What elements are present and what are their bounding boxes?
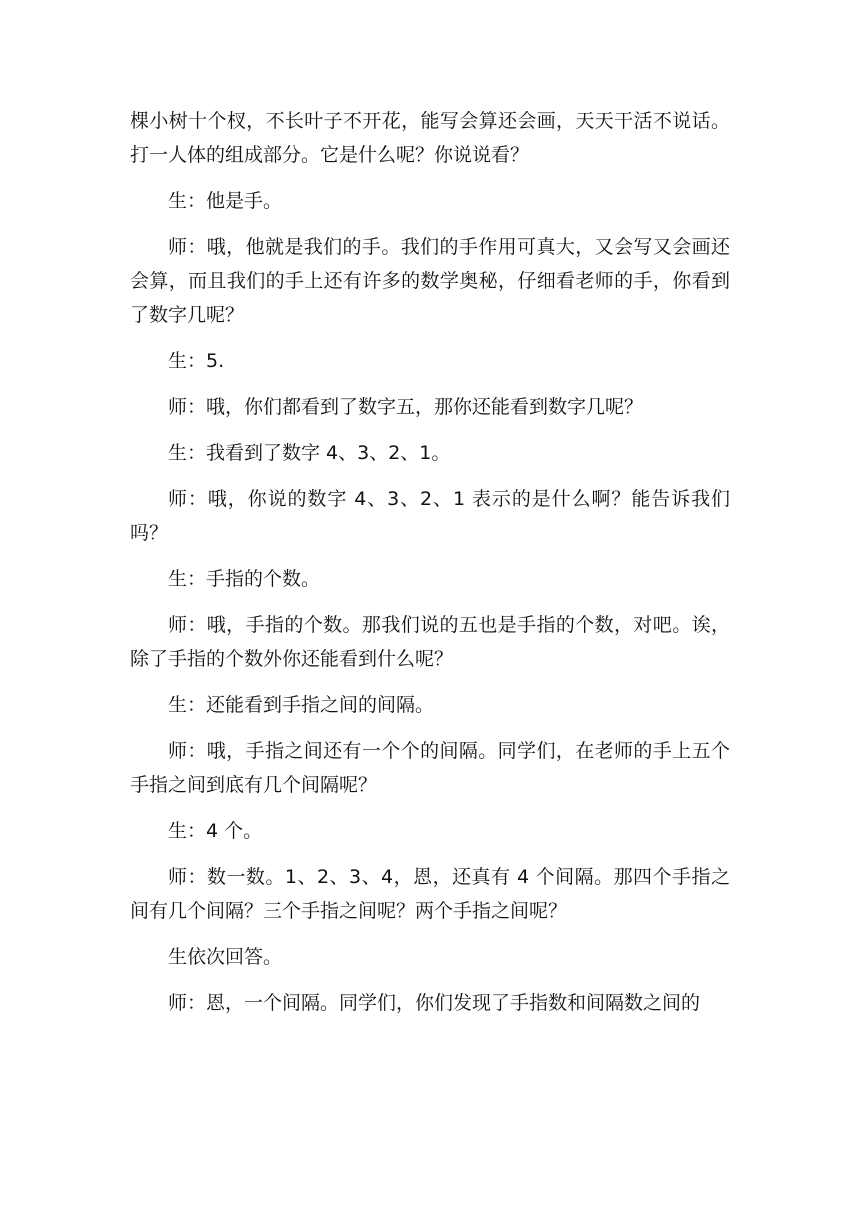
paragraph-student-answer: 生：他是手。 xyxy=(168,190,283,212)
paragraph-student-numbers: 生：我看到了数字 4、3、2、1。 xyxy=(168,442,451,464)
paragraph-teacher-fingers: 师：哦，手指的个数。那我们说的五也是手指的个数，对吧。诶，除了手指的个数外你还能看到什么呢？ xyxy=(130,614,730,670)
paragraph-student-five: 生：5. xyxy=(168,350,225,372)
paragraph-teacher-hand: 师：哦，他就是我们的手。我们的手作用可真大，又会写又会画还会算，而且我们的手上还有许多的数学奥秘，仔细看老师的手，你看到了数字几呢？ xyxy=(130,236,730,326)
paragraph-teacher-five: 师：哦，你们都看到了数字五，那你还能看到数字几呢？ xyxy=(168,396,644,418)
paragraph-student-four: 生：4 个。 xyxy=(168,820,263,842)
paragraph-students-reply: 生依次回答。 xyxy=(168,946,283,968)
paragraph-teacher-numbers: 师：哦，你说的数字 4、3、2、1 表示的是什么啊？能告诉我们吗？ xyxy=(130,488,730,544)
paragraph-student-fingers: 生：手指的个数。 xyxy=(168,568,321,590)
paragraph-teacher-count: 师：数一数。1、2、3、4，恩，还真有 4 个间隔。那四个手指之间有几个间隔？三个手指之间呢？两个手指之间呢？ xyxy=(130,866,730,922)
paragraph-riddle: 棵小树十个杈，不长叶子不开花，能写会算还会画，天天干活不说话。打一人体的组成部分。它是什么呢？你说说看？ xyxy=(130,110,730,166)
paragraph-teacher-gaps: 师：哦，手指之间还有一个个的间隔。同学们，在老师的手上五个手指之间到底有几个间隔呢？ xyxy=(130,740,730,796)
paragraph-teacher-one-gap: 师：恩，一个间隔。同学们，你们发现了手指数和间隔数之间的 xyxy=(168,992,701,1014)
paragraph-student-gaps: 生：还能看到手指之间的间隔。 xyxy=(168,694,435,716)
document-body xyxy=(130,104,730,1032)
